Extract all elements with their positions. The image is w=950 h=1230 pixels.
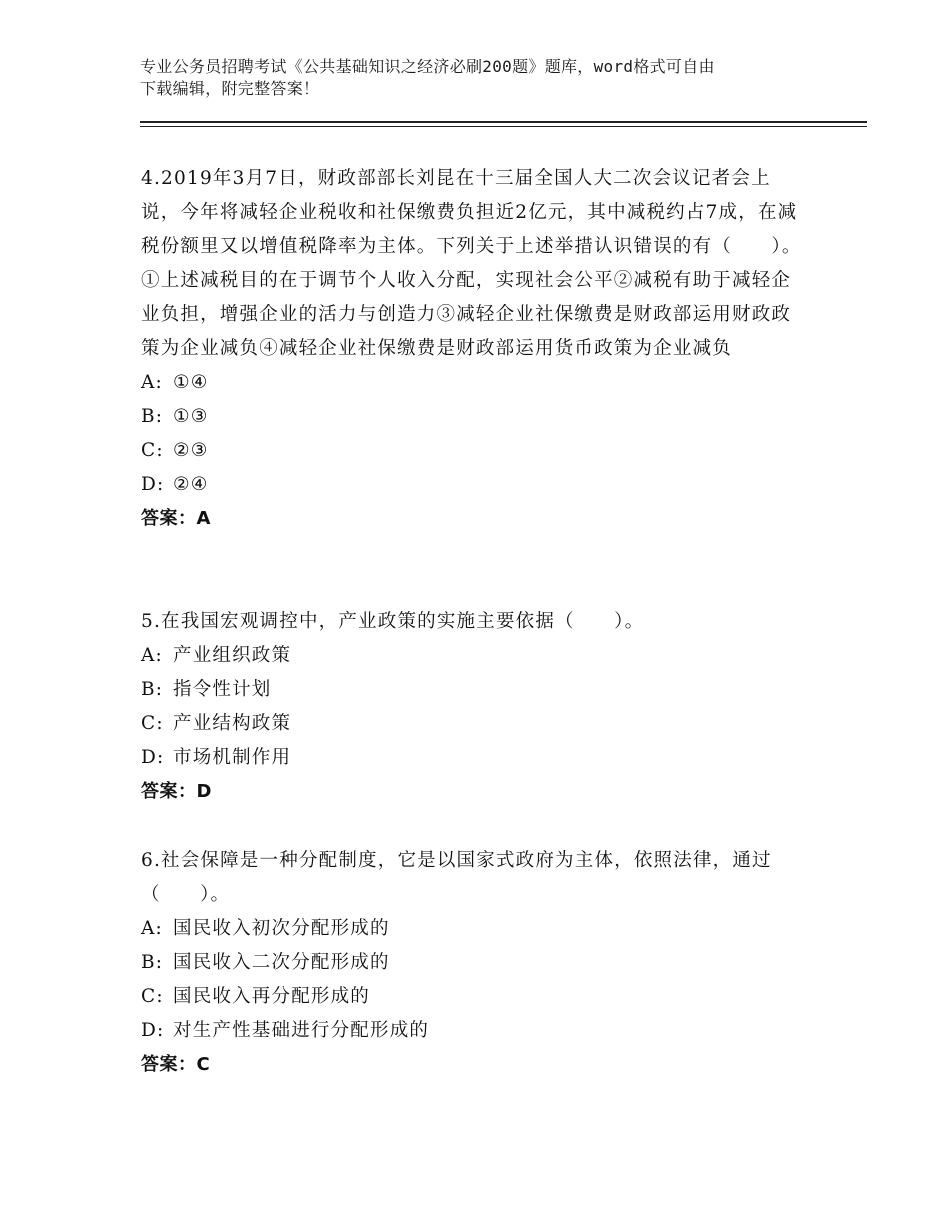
option-c — [141, 434, 806, 468]
question-stem: 5.在我国宏观调控中，产业政策的实施主要依据（ ）。 — [141, 611, 645, 632]
question-6 — [141, 844, 806, 1082]
option-text: ②④ — [173, 474, 209, 495]
option-text: ②③ — [173, 440, 209, 461]
option-letter: C: — [141, 440, 164, 461]
header-line-2: 下载编辑，附完整答案！ — [140, 79, 320, 98]
header-line-1: 专业公务员招聘考试《公共基础知识之经济必刷200题》题库，word格式可自由 — [140, 57, 715, 76]
option-text: 国民收入再分配形成的 — [173, 986, 371, 1007]
option-b — [141, 673, 806, 707]
option-letter: B: — [141, 679, 164, 700]
option-letter: B: — [141, 406, 164, 427]
option-text: ①③ — [173, 406, 209, 427]
option-letter: A: — [141, 645, 163, 666]
option-d — [141, 741, 806, 775]
answer-label: 答案：A — [141, 508, 211, 529]
option-letter: C: — [141, 713, 164, 734]
question-5 — [141, 605, 806, 809]
answer-label: 答案：D — [141, 781, 212, 802]
option-text: 国民收入二次分配形成的 — [173, 952, 390, 973]
option-text: ①④ — [173, 372, 209, 393]
option-a — [141, 912, 806, 946]
question-stem: 6.社会保障是一种分配制度，它是以国家式政府为主体，依照法律，通过（ ）。 — [141, 850, 772, 905]
question-stem: 4.2019年3月7日，财政部部长刘昆在十三届全国人大二次会议记者会上说，今年将减轻企业税收和社保缴费负担近2亿元，其中减税约占7成，在减税份额里又以增值税降率为主体。下列关于上述举措认识错误的有（ ）。①上述减税目的在于调节个人收入分配，实现社会公平②减税有助于减轻企业负担，增强企业的活力与创造力③减轻企业社保缴费是财政部运用财政政策为企业减负④减轻企业社保缴费是财政部运用货币政策为企业减负 — [141, 168, 802, 359]
option-a — [141, 366, 806, 400]
option-letter: A: — [141, 372, 163, 393]
option-letter: D: — [141, 474, 165, 495]
option-text: 市场机制作用 — [173, 747, 292, 768]
option-letter: D: — [141, 1020, 165, 1041]
option-c — [141, 980, 806, 1014]
option-text: 指令性计划 — [173, 679, 272, 700]
option-text: 产业组织政策 — [173, 645, 292, 666]
option-letter: A: — [141, 918, 163, 939]
option-letter: C: — [141, 986, 164, 1007]
option-letter: B: — [141, 952, 164, 973]
option-a — [141, 639, 806, 673]
document-header — [140, 56, 820, 100]
option-d — [141, 468, 806, 502]
option-letter: D: — [141, 747, 165, 768]
option-c — [141, 707, 806, 741]
option-text: 对生产性基础进行分配形成的 — [173, 1020, 430, 1041]
option-text: 国民收入初次分配形成的 — [173, 918, 390, 939]
question-4 — [141, 162, 806, 536]
option-text: 产业结构政策 — [173, 713, 292, 734]
option-b — [141, 946, 806, 980]
header-divider-thick — [140, 121, 867, 123]
answer-label: 答案：C — [141, 1054, 211, 1075]
option-b — [141, 400, 806, 434]
header-divider-thin — [140, 126, 867, 127]
option-d — [141, 1014, 806, 1048]
